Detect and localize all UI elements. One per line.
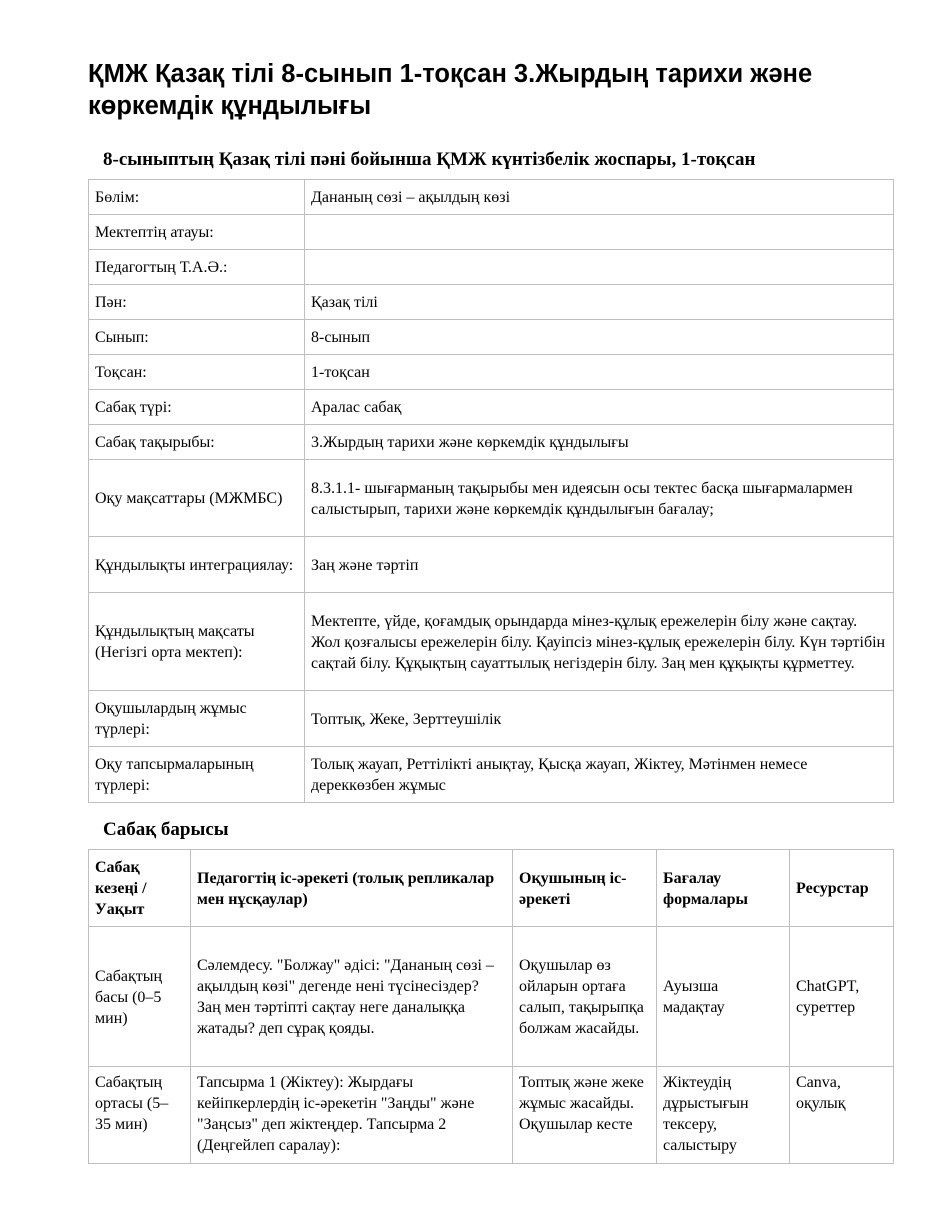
assessment-cell: Ауызша мадақтау [657,927,790,1067]
column-header-student: Оқушының іс-әрекеті [513,850,657,927]
student-cell: Оқушылар өз ойларын ортаға салып, тақырыпқа болжам жасайды. [513,927,657,1067]
row-label: Құндылықтың мақсаты (Негізгі орта мектеп): [89,593,305,691]
table-row [89,1067,894,1164]
plan-info-table [88,179,894,803]
assessment-cell: Жіктеудің дұрыстығын тексеру, салыстыру [657,1067,790,1164]
row-label: Педагогтың Т.А.Ә.: [89,250,305,285]
stage-cell: Сабақтың ортасы (5–35 мин) [89,1067,191,1164]
table-row [89,593,894,691]
table-row [89,747,894,803]
row-value: 8.3.1.1- шығарманың тақырыбы мен идеясын осы тектес басқа шығармалармен салыстырып, тарихи және көркемдік құндылығын бағалау; [305,460,894,537]
table-row [89,285,894,320]
resources-cell: ChatGPT, суреттер [790,927,894,1067]
table-row [89,390,894,425]
table-row [89,215,894,250]
stage-cell: Сабақтың басы (0–5 мин) [89,927,191,1067]
row-value [305,215,894,250]
plan-heading: 8-сыныптың Қазақ тілі пәні бойынша ҚМЖ күнтізбелік жоспары, 1-тоқсан [103,149,756,170]
row-label: Оқушылардың жұмыс түрлері: [89,691,305,747]
column-header-teacher: Педагогтің іс-әрекеті (толық репликалар мен нұсқаулар) [191,850,513,927]
row-value: Дананың сөзі – ақылдың көзі [305,180,894,215]
table-row [89,355,894,390]
table-row [89,691,894,747]
row-value: 1-тоқсан [305,355,894,390]
row-label: Құндылықты интеграциялау: [89,537,305,593]
table-row [89,250,894,285]
teacher-cell: Сәлемдесу. "Болжау" әдісі: "Дананың сөзі – ақылдың көзі" дегенде нені түсінесіздер? Заң мен тәртіпті сақтау неге даналыққа жатады? деп сұрақ қояды. [191,927,513,1067]
row-label: Мектептің атауы: [89,215,305,250]
row-value: Қазақ тілі [305,285,894,320]
lesson-flow-table [88,849,894,1164]
row-label: Сабақ түрі: [89,390,305,425]
row-value: 8-сынып [305,320,894,355]
table-row [89,180,894,215]
row-value: 3.Жырдың тарихи және көркемдік құндылығы [305,425,894,460]
row-value [305,250,894,285]
row-label: Пән: [89,285,305,320]
table-row [89,927,894,1067]
table-row [89,320,894,355]
lesson-heading: Сабақ барысы [103,819,229,840]
row-label: Тоқсан: [89,355,305,390]
student-cell: Топтық және жеке жұмыс жасайды. Оқушылар кесте [513,1067,657,1164]
column-header-resources: Ресурстар [790,850,894,927]
table-row [89,425,894,460]
teacher-cell: Тапсырма 1 (Жіктеу): Жырдағы кейіпкерлердің іс-әрекетін "Заңды" және "Заңсыз" деп жіктеңдер. Тапсырма 2 (Деңгейлеп саралау): [191,1067,513,1164]
row-label: Бөлім: [89,180,305,215]
row-value: Топтық, Жеке, Зерттеушілік [305,691,894,747]
table-row [89,537,894,593]
resources-cell: Canva, оқулық [790,1067,894,1164]
row-label: Сабақ тақырыбы: [89,425,305,460]
row-value: Аралас сабақ [305,390,894,425]
row-label: Оқу тапсырмаларының түрлері: [89,747,305,803]
row-label: Сынып: [89,320,305,355]
document-title: ҚМЖ Қазақ тілі 8-сынып 1-тоқсан 3.Жырдың тарихи және көркемдік құндылығы [88,60,813,120]
table-row [89,460,894,537]
row-value: Толық жауап, Реттілікті анықтау, Қысқа жауап, Жіктеу, Мәтінмен немесе дереккөзбен жұмыс [305,747,894,803]
column-header-assessment: Бағалау формалары [657,850,790,927]
row-value: Мектепте, үйде, қоғамдық орындарда мінез-құлық ережелерін білу және сақтау. Жол қозғалысы ережелерін білу. Қауіпсіз мінез-құлық ережелерін білу. Күн тәртібін сақтай білу. Құқықтың сауаттылық негіздерін білу. Заң мен құқықты құрметтеу. [305,593,894,691]
table-header-row [89,850,894,927]
row-label: Оқу мақсаттары (МЖМБС) [89,460,305,537]
row-value: Заң және тәртіп [305,537,894,593]
column-header-stage: Сабақ кезеңі / Уақыт [89,850,191,927]
